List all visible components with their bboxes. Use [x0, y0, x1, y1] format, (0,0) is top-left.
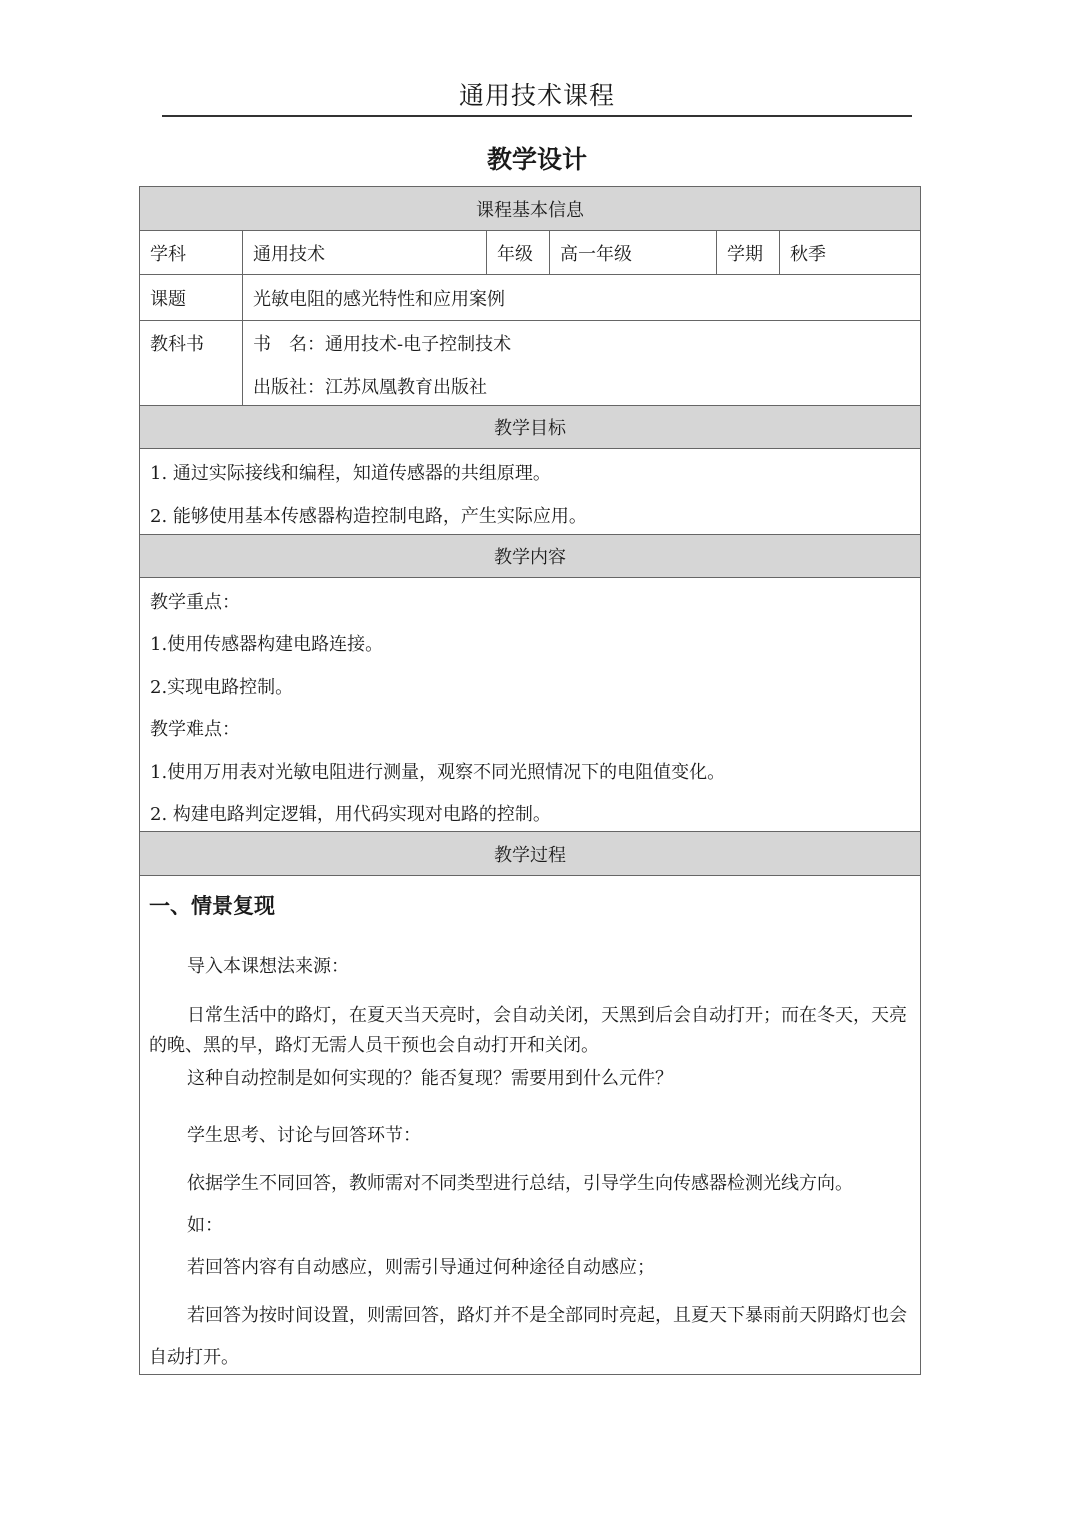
difficult-points-label: 教学难点：: [150, 719, 240, 740]
case-paragraph: 若回答为按时间设置，则需回答，路灯并不是全部同时亮起，且夏天下暴雨前天阴路灯也会自动打开。: [149, 1305, 907, 1368]
subject-label: 学科: [140, 231, 243, 274]
term-value: 秋季: [790, 243, 826, 265]
topic-row: [140, 275, 920, 321]
topic-label: 课题: [140, 275, 243, 320]
goal-item: 2. 能够使用基本传感器构造控制电路，产生实际应用。: [150, 506, 587, 527]
textbook-label: 教科书: [140, 321, 243, 405]
key-points-label: 教学重点：: [150, 592, 240, 613]
question-paragraph: 这种自动控制是如何实现的？能否复现？需要用到什么元件？: [187, 1068, 673, 1089]
case-paragraph: 若回答内容有自动感应，则需引导通过何种途径自动感应；: [187, 1257, 655, 1278]
term-label: 学期: [717, 231, 780, 274]
grade-label: 年级: [487, 231, 550, 274]
content-row: [140, 578, 920, 832]
document-title: 教学设计: [486, 145, 587, 174]
discussion-label: 学生思考、讨论与回答环节：: [187, 1125, 421, 1146]
difficult-point-item: 1.使用万用表对光敏电阻进行测量，观察不同光照情况下的电阻值变化。: [150, 762, 726, 783]
subject-row: [140, 231, 920, 275]
topic-value: 光敏电阻的感光特性和应用案例: [253, 288, 505, 310]
content-band: 教学内容: [140, 535, 920, 578]
discussion-paragraph: 依据学生不同回答，教师需对不同类型进行总结，引导学生向传感器检测光线方向。: [187, 1173, 853, 1194]
textbook-row: [140, 321, 920, 406]
example-label: 如：: [187, 1215, 223, 1236]
key-point-item: 2.实现电路控制。: [150, 677, 294, 698]
grade-value: 高一年级: [550, 231, 717, 274]
lesson-plan-table: [139, 186, 921, 1375]
key-point-item: 1.使用传感器构建电路连接。: [150, 634, 384, 655]
difficult-point-item: 2. 构建电路判定逻辑，用代码实现对电路的控制。: [150, 804, 551, 825]
header-rule: [162, 115, 912, 117]
intro-paragraph: 日常生活中的路灯，在夏天当天亮时，会自动关闭，天黑到后会自动打开；而在冬天，天亮的晚、黑的早，路灯无需人员干预也会自动打开和关闭。: [149, 1005, 907, 1056]
header-title: 通用技术课程: [458, 81, 615, 110]
goals-row: [140, 449, 920, 535]
intro-label: 导入本课想法来源：: [187, 956, 349, 977]
section-heading: 一、情景复现: [149, 894, 275, 918]
process-band: 教学过程: [140, 832, 920, 876]
textbook-value: [243, 321, 920, 405]
process-row: [140, 876, 920, 1374]
textbook-publisher: 出版社：江苏凤凰教育出版社: [253, 377, 487, 398]
textbook-name: 书 名：通用技术-电子控制技术: [253, 334, 512, 355]
goals-band: 教学目标: [140, 406, 920, 449]
subject-value: 通用技术: [243, 231, 487, 274]
basic-info-band: 课程基本信息: [140, 187, 920, 231]
goal-item: 1. 通过实际接线和编程，知道传感器的共组原理。: [150, 463, 551, 484]
